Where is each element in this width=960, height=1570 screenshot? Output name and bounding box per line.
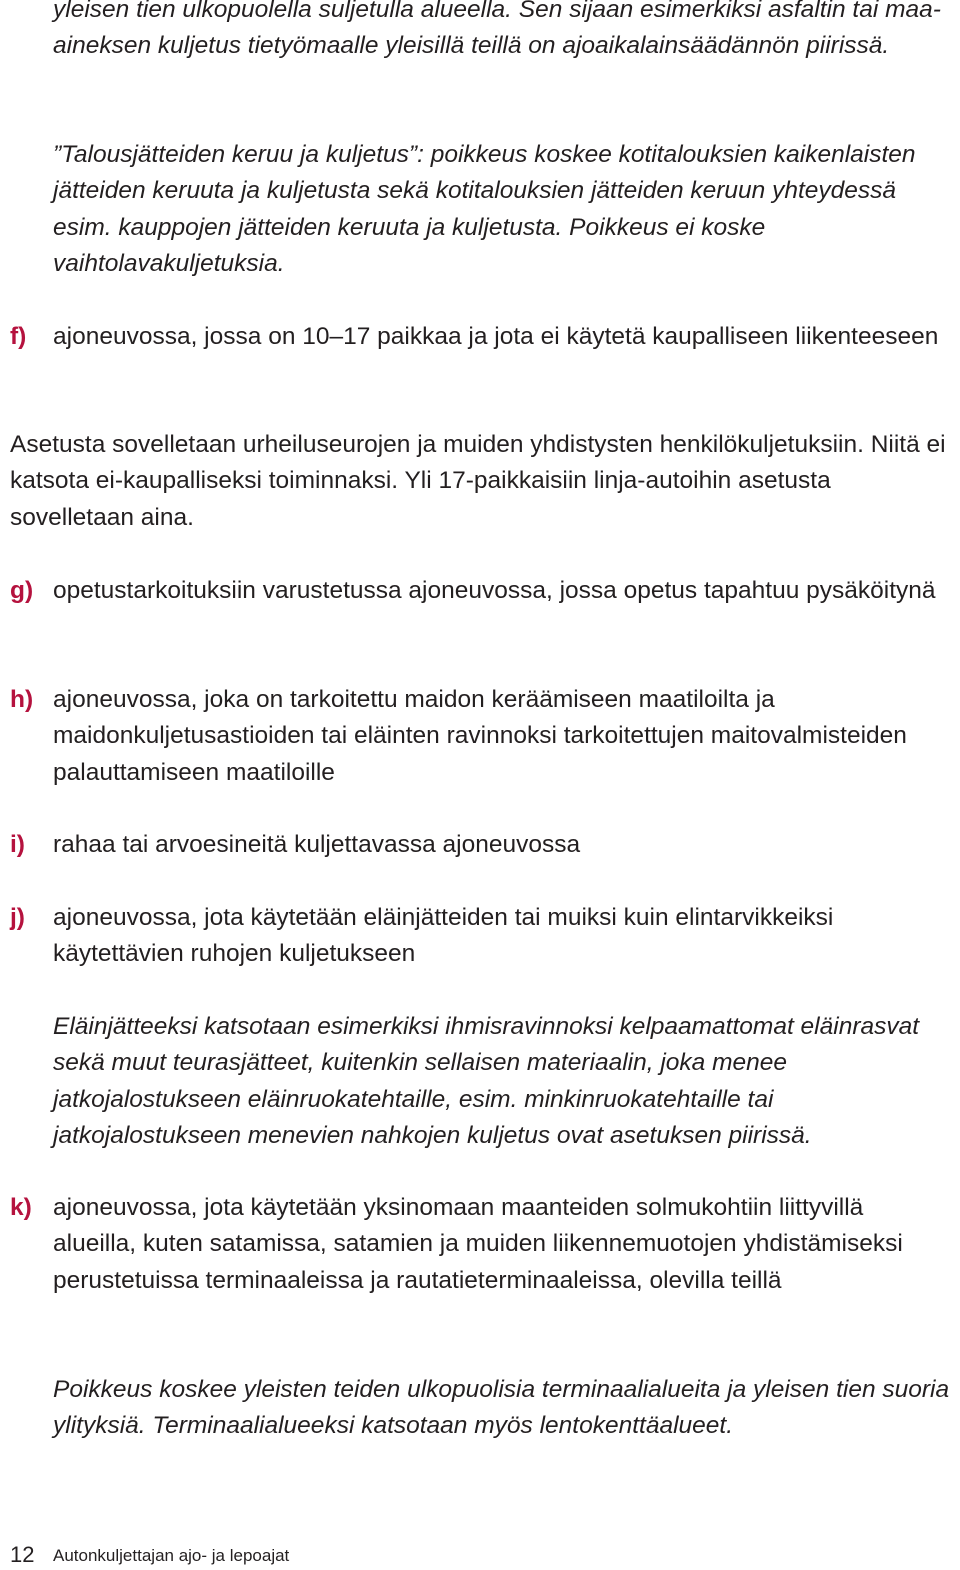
page-footer [10, 1540, 950, 1570]
list-text-f: ajoneuvossa, jossa on 10–17 paikkaa ja jota ei käytetä kaupalliseen liikenteeseen [53, 323, 939, 350]
paragraph-road-work-note: yleisen tien ulkopuolella suljetulla alueella. Sen sijaan esimerkiksi asfaltin tai maa-aineksen kuljetus tietyömaalle yleisillä teillä on ajoaikalainsäädännön piirissä. [53, 0, 941, 60]
list-text-j: ajoneuvossa, jota käytetään eläinjätteiden tai muiksi kuin elintarvikkeiksi käytettävien ruhojen kuljetukseen [53, 904, 834, 968]
paragraph-animal-waste-note: Eläinjätteeksi katsotaan esimerkiksi ihmisravinnoksi kelpaamattomat eläinrasvat sekä muut teurasjätteet, kuitenkin sellaisen materiaalin, joka menee jatkojalostukseen eläinruokatehtaille, esim. minkinruokatehtaille tai jatkojalostukseen menevien nahkojen kuljetus ovat asetuksen piirissä. [53, 1013, 920, 1149]
paragraph-terminal-note: Poikkeus koskee yleisten teiden ulkopuolisia terminaalialueita ja yleisen tien suoria ylityksiä. Terminaalialueeksi katsotaan myös lentokenttäalueet. [53, 1376, 950, 1440]
list-label-g: g) [10, 577, 34, 604]
list-label-i: i) [10, 831, 25, 858]
list-text-k: ajoneuvossa, jota käytetään yksinomaan maanteiden solmukohtiin liittyvillä alueilla, kuten satamissa, satamien ja muiden liikennemuotojen yhdistämiseksi perustetuissa terminaaleissa ja rautatieterminaaleissa, olevilla teillä [53, 1194, 903, 1294]
paragraph-associations-note: Asetusta sovelletaan urheiluseurojen ja muiden yhdistysten henkilökuljetuksiin. Niitä ei katsota ei-kaupalliseksi toiminnaksi. Yli 17-paikkaisiin linja-autoihin asetusta sovelletaan aina. [10, 431, 946, 531]
list-text-i: rahaa tai arvoesineitä kuljettavassa ajoneuvossa [53, 831, 581, 858]
footer-title: Autonkuljettajan ajo- ja lepoajat [53, 1546, 290, 1565]
paragraph-household-waste-note: ”Talousjätteiden keruu ja kuljetus”: poikkeus koskee kotitalouksien kaikenlaisten jätteiden keruuta ja kuljetusta sekä kotitalouksien jätteiden keruun yhteydessä esim. kauppojen jätteiden keruuta ja kuljetusta. Poikkeus ei koske vaihtolavakuljetuksia. [53, 141, 916, 277]
list-label-h: h) [10, 686, 34, 713]
list-text-g: opetustarkoituksiin varustetussa ajoneuvossa, jossa opetus tapahtuu pysäköitynä [53, 577, 936, 604]
list-label-j: j) [10, 904, 25, 931]
page-number: 12 [10, 1542, 35, 1567]
list-label-k: k) [10, 1194, 32, 1221]
list-text-h: ajoneuvossa, joka on tarkoitettu maidon keräämiseen maatiloilta ja maidonkuljetusastioiden tai eläinten ravinnoksi tarkoitettujen maitovalmisteiden palauttamiseen maatiloille [53, 686, 907, 786]
list-label-f: f) [10, 323, 27, 350]
